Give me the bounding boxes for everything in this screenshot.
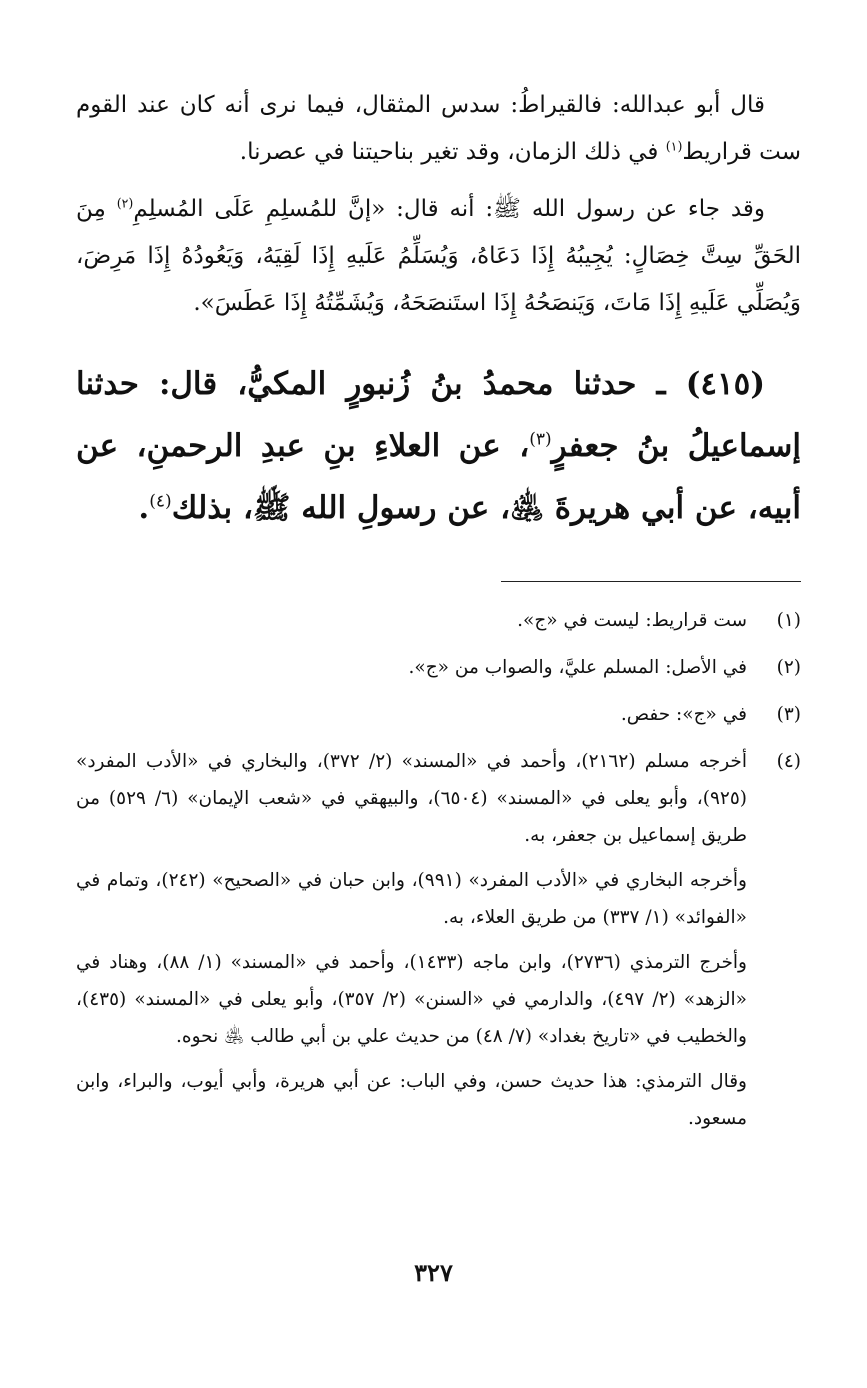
footnote-2 xyxy=(76,649,801,686)
footnote-ref-3[interactable]: (٣) xyxy=(529,429,552,450)
footnote-text: وقال الترمذي: هذا حديث حسن، وفي الباب: عن أبي هريرة، وأبي أيوب، والبراء، وابن مسعود. xyxy=(76,1071,747,1129)
footnote-text: ست قراريط: ليست في «ج». xyxy=(517,610,747,631)
footnote-1 xyxy=(76,602,801,639)
intro-text xyxy=(76,82,801,327)
footnote-number: (٣) xyxy=(776,704,801,725)
footnote-divider xyxy=(501,581,801,582)
footnote-text: أخرجه مسلم (٢١٦٢)، وأحمد في «المسند» (٢/ ٣٧٢)، والبخاري في «الأدب المفرد» (٩٢٥)، وأبو يعلى في «المسند» (٦٥٠٤)، والبيهقي في «شعب الإيمان» (٦/ ٥٢٩) من طريق إسماعيل بن جعفر، به. xyxy=(76,751,747,846)
footnote-number: (٢) xyxy=(776,657,801,678)
footnote-ref-2[interactable]: (٢) xyxy=(116,195,134,211)
footnote-number: (١) xyxy=(776,610,801,631)
footnote-text: في الأصل: المسلم عليَّ، والصواب من «ج». xyxy=(408,657,747,678)
footnote-ref-1[interactable]: (١) xyxy=(665,138,683,154)
footnote-text: وأخرج الترمذي (٢٧٣٦)، وابن ماجه (١٤٣٣)، وأحمد في «المسند» (١/ ٨٨)، وهناد في «الزهد» (٢/ ٤٩٧)، والدارمي في «السنن» (٢/ ٣٥٧)، وأبو يعلى في «المسند» (٤٣٥)، والخطيب في «تاريخ بغداد» (٧/ ٤٨) من حديث علي بن أبي طالب ﵁ نحوه. xyxy=(76,952,747,1047)
intro-paragraph: قال أبو عبدالله: فالقيراطُ: سدس المثقال، فيما نرى أنه كان عند القوم ست قراريط$^{(١)}$ في ذلك الزمان، وقد تغير بناحيتنا في عصرنا. xyxy=(76,92,801,165)
hadith-quote-paragraph: وقد جاء عن رسول الله ﷺ: أنه قال: «إنَّ للمُسلِمِ عَلَى المُسلِمِ$^{(٢)}$ مِنَ الحَقِّ سِتَّ خِصَالٍ: يُجِيبُهُ إِذَا دَعَاهُ، وَيُسَلِّمُ عَلَيهِ إِذَا لَقِيَهُ، وَيَعُودُهُ إِذَا مَرِضَ، وَيُصَلِّي عَلَيهِ إِذَا مَاتَ، وَيَنصَحُهُ إِذَا استَنصَحَهُ، وَيُشَمِّتُهُ إِذَا عَطَسَ». xyxy=(76,195,801,316)
page-number: ٣٢٧ xyxy=(414,1258,453,1287)
footnote-text: وأخرجه البخاري في «الأدب المفرد» (٩٩١)، وابن حبان في «الصحيح» (٢٤٢)، وتمام في «الفوائد» (١/ ٣٣٧) من طريق العلاء، به. xyxy=(76,870,747,928)
footnote-3 xyxy=(76,696,801,733)
hadith-415: (٤١٥) ـ حدثنا محمدُ بنُ زُنبورٍ المكيُّ، قال: حدثنا إسماعيلُ بنُ جعفرٍ$^{(٣)}$، عن العلاءِ بنِ عبدِ الرحمنِ، عن أبيه، عن أبي هريرةَ ﵁، عن رسولِ الله ﷺ، بذلك$^{(٤)}$. xyxy=(76,366,801,526)
footnotes xyxy=(76,602,801,1137)
footnote-4 xyxy=(76,743,801,1137)
footnote-ref-4[interactable]: (٤) xyxy=(149,491,172,512)
footnote-text: في «ج»: حفص. xyxy=(620,704,747,725)
footnote-number: (٤) xyxy=(776,751,801,772)
